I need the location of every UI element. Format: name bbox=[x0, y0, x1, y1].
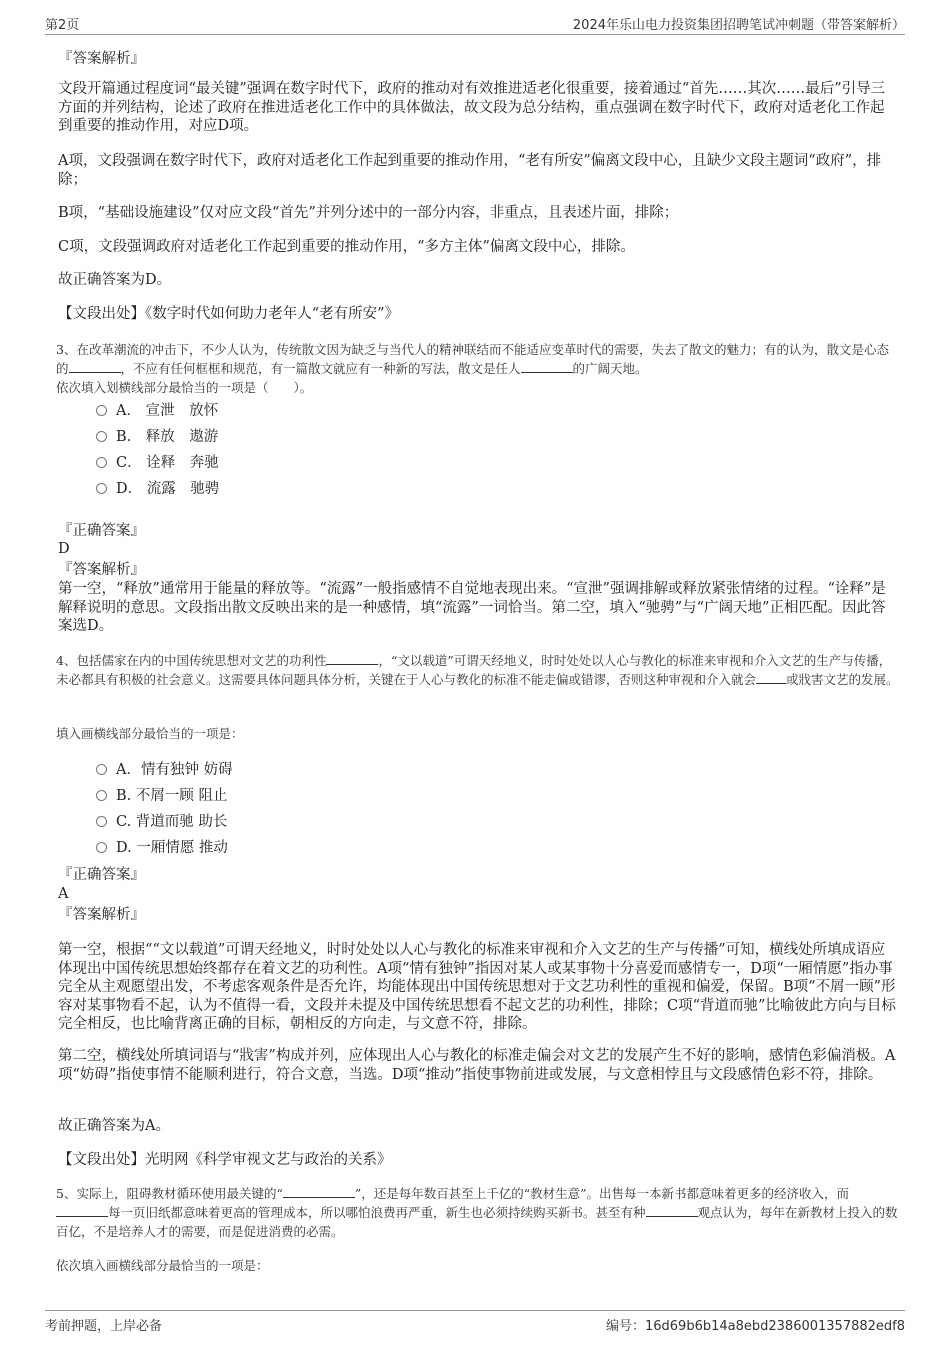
q3-correct-label: 『正确答案』 bbox=[58, 523, 145, 539]
page-footer bbox=[45, 1310, 905, 1337]
q2-source: 【文段出处】《数字时代如何助力老年人“老有所安”》 bbox=[58, 306, 400, 322]
radio-icon[interactable] bbox=[96, 764, 107, 775]
q4-prompt: 填入画横线部分最恰当的一项是： bbox=[56, 726, 244, 741]
page-header bbox=[45, 12, 905, 35]
radio-icon[interactable] bbox=[96, 483, 107, 494]
q4-stem: 4、包括儒家在内的中国传统思想对文艺的功利性 ，“文以载道”可谓天经地义，时时处处以人心与教化的标准来审视和介入文艺的生产与传播，未必都具有积极的社会意义。这需要具体问题具体分析，关键在于人心与教化的标准不能走偏或错谬，否则这种审视和介入就会 或戕害文艺的发展。 bbox=[56, 653, 899, 687]
q2-analysis-label: 『答案解析』 bbox=[58, 51, 145, 67]
page-number: 第2页 bbox=[45, 18, 80, 33]
document-code: 编号：16d69b6b14a8ebd2386001357882edf8 bbox=[605, 1319, 905, 1334]
q3-option-d[interactable]: D． 流露 驰骋 bbox=[96, 479, 219, 499]
q3-prompt: 依次填入划横线部分最恰当的一项是（ ）。 bbox=[56, 380, 313, 395]
q2-analysis-p2: A项，文段强调在数字时代下，政府对适老化工作起到重要的推动作用，“老有所安”偏离文段中心，且缺少文段主题词“政府”，排除； bbox=[58, 153, 882, 188]
q3-analysis: 第一空，“释放”通常用于能量的释放等。“流露”一般指感情不自觉地表现出来。“宣泄”强调排解或释放紧张情绪的过程。“诠释”是解释说明的意思。文段指出散文反映出来的是一种感情，填“流露”一词恰当。第二空，填入“驰骋”与“广阔天地”正相匹配。因此答案选D。 bbox=[58, 581, 886, 634]
q4-source: 【文段出处】光明网《科学审视文艺与政治的关系》 bbox=[58, 1152, 392, 1168]
q4-option-a[interactable]: A．情有独钟 妨碍 bbox=[96, 760, 233, 780]
q4-correct-label: 『正确答案』 bbox=[58, 867, 145, 883]
q3-option-a[interactable]: A． 宣泄 放怀 bbox=[96, 401, 218, 421]
radio-icon[interactable] bbox=[96, 816, 107, 827]
q4-conclusion: 故正确答案为A。 bbox=[58, 1118, 170, 1134]
radio-icon[interactable] bbox=[96, 405, 107, 416]
q4-analysis-p2: 第二空，横线处所填词语与“戕害”构成并列，应体现出人心与教化的标准走偏会对文艺的发展产生不好的影响，感情色彩偏消极。A项“妨碍”指使事情不能顺利进行，符合文意，当选。D项“推动”指使事物前进或发展，与文意相悖且与文段感情色彩不符，排除。 bbox=[58, 1048, 896, 1083]
q3-analysis-label: 『答案解析』 bbox=[58, 562, 145, 578]
q2-conclusion: 故正确答案为D。 bbox=[58, 272, 172, 288]
q4-analysis-label: 『答案解析』 bbox=[58, 907, 145, 923]
radio-icon[interactable] bbox=[96, 790, 107, 801]
q3-option-c[interactable]: C． 诠释 奔驰 bbox=[96, 453, 219, 473]
radio-icon[interactable] bbox=[96, 457, 107, 468]
q2-analysis-p3: B项，“基础设施建设”仅对应文段“首先”并列分述中的一部分内容，非重点，且表述片面，排除； bbox=[58, 205, 679, 221]
q2-analysis-p4: C项，文段强调政府对适老化工作起到重要的推动作用，“多方主体”偏离文段中心，排除。 bbox=[58, 239, 635, 255]
q4-analysis-p1: 第一空，根据““文以载道”可谓天经地义，时时处处以人心与教化的标准来审视和介入文艺的生产与传播”可知，横线处所填成语应体现出中国传统思想始终都存在着文艺的功利性。A项“情有独钟”指因对某人或某事物十分喜爱而感情专一，D项“一厢情愿”指办事完全从主观愿望出发，不考虑客观条件是否允许，均能体现出中国传统思想对于文艺功利性的重视和偏爱，保留。B项“不屑一顾”形容对某事物看不起，认为不值得一看，文段并未提及中国传统思想看不起文艺的功利性，排除；C项“背道而驰”比喻彼此方向与目标完全相反，也比喻背离正确的目标，朝相反的方向走，与文意不符，排除。 bbox=[58, 942, 896, 1032]
q3-correct-answer: D bbox=[58, 541, 70, 557]
q4-option-d[interactable]: D. 一厢情愿 推动 bbox=[96, 838, 228, 858]
q4-option-b[interactable]: B. 不屑一顾 阻止 bbox=[96, 786, 227, 806]
document-title: 2024年乐山电力投资集团招聘笔试冲刺题（带答案解析） bbox=[572, 18, 905, 33]
q5-prompt: 依次填入画横线部分最恰当的一项是： bbox=[56, 1258, 269, 1273]
q3-option-b[interactable]: B． 释放 遨游 bbox=[96, 427, 218, 447]
q5-stem: 5、实际上，阻碍教材循环使用最关键的“ ”，还是每年数百甚至上千亿的“教材生意”。出售每一本新书都意味着更多的经济收入，而每一页旧纸都意味着更高的管理成本，所以哪怕浪费再严重，新生也必须持续购买新书。甚至有种 观点认为，每年在新教材上投入的数百亿，不是培养人才的需要，而是促进消费的必需。 bbox=[56, 1186, 898, 1239]
q3-stem: 3、在改革潮流的冲击下，不少人认为，传统散文因为缺乏与当代人的精神联结而不能适应变革时代的需要，失去了散文的魅力；有的认为，散文是心态的 ，不应有任何框框和规范，有一篇散文就应有一种新的写法，散文是任人 的广阔天地。 bbox=[56, 342, 889, 376]
footer-slogan: 考前押题，上岸必备 bbox=[45, 1319, 163, 1334]
q2-analysis-p1: 文段开篇通过程度词“最关键”强调在数字时代下，政府的推动对有效推进适老化很重要，接着通过“首先……其次……最后”引导三方面的并列结构，论述了政府在推进适老化工作中的具体做法，故文段为总分结构，重点强调在数字时代下，政府对适老化工作起到重要的推动作用，对应D项。 bbox=[58, 81, 886, 134]
radio-icon[interactable] bbox=[96, 842, 107, 853]
radio-icon[interactable] bbox=[96, 431, 107, 442]
q4-option-c[interactable]: C. 背道而驰 助长 bbox=[96, 812, 227, 832]
q4-correct-answer: A bbox=[58, 886, 69, 902]
